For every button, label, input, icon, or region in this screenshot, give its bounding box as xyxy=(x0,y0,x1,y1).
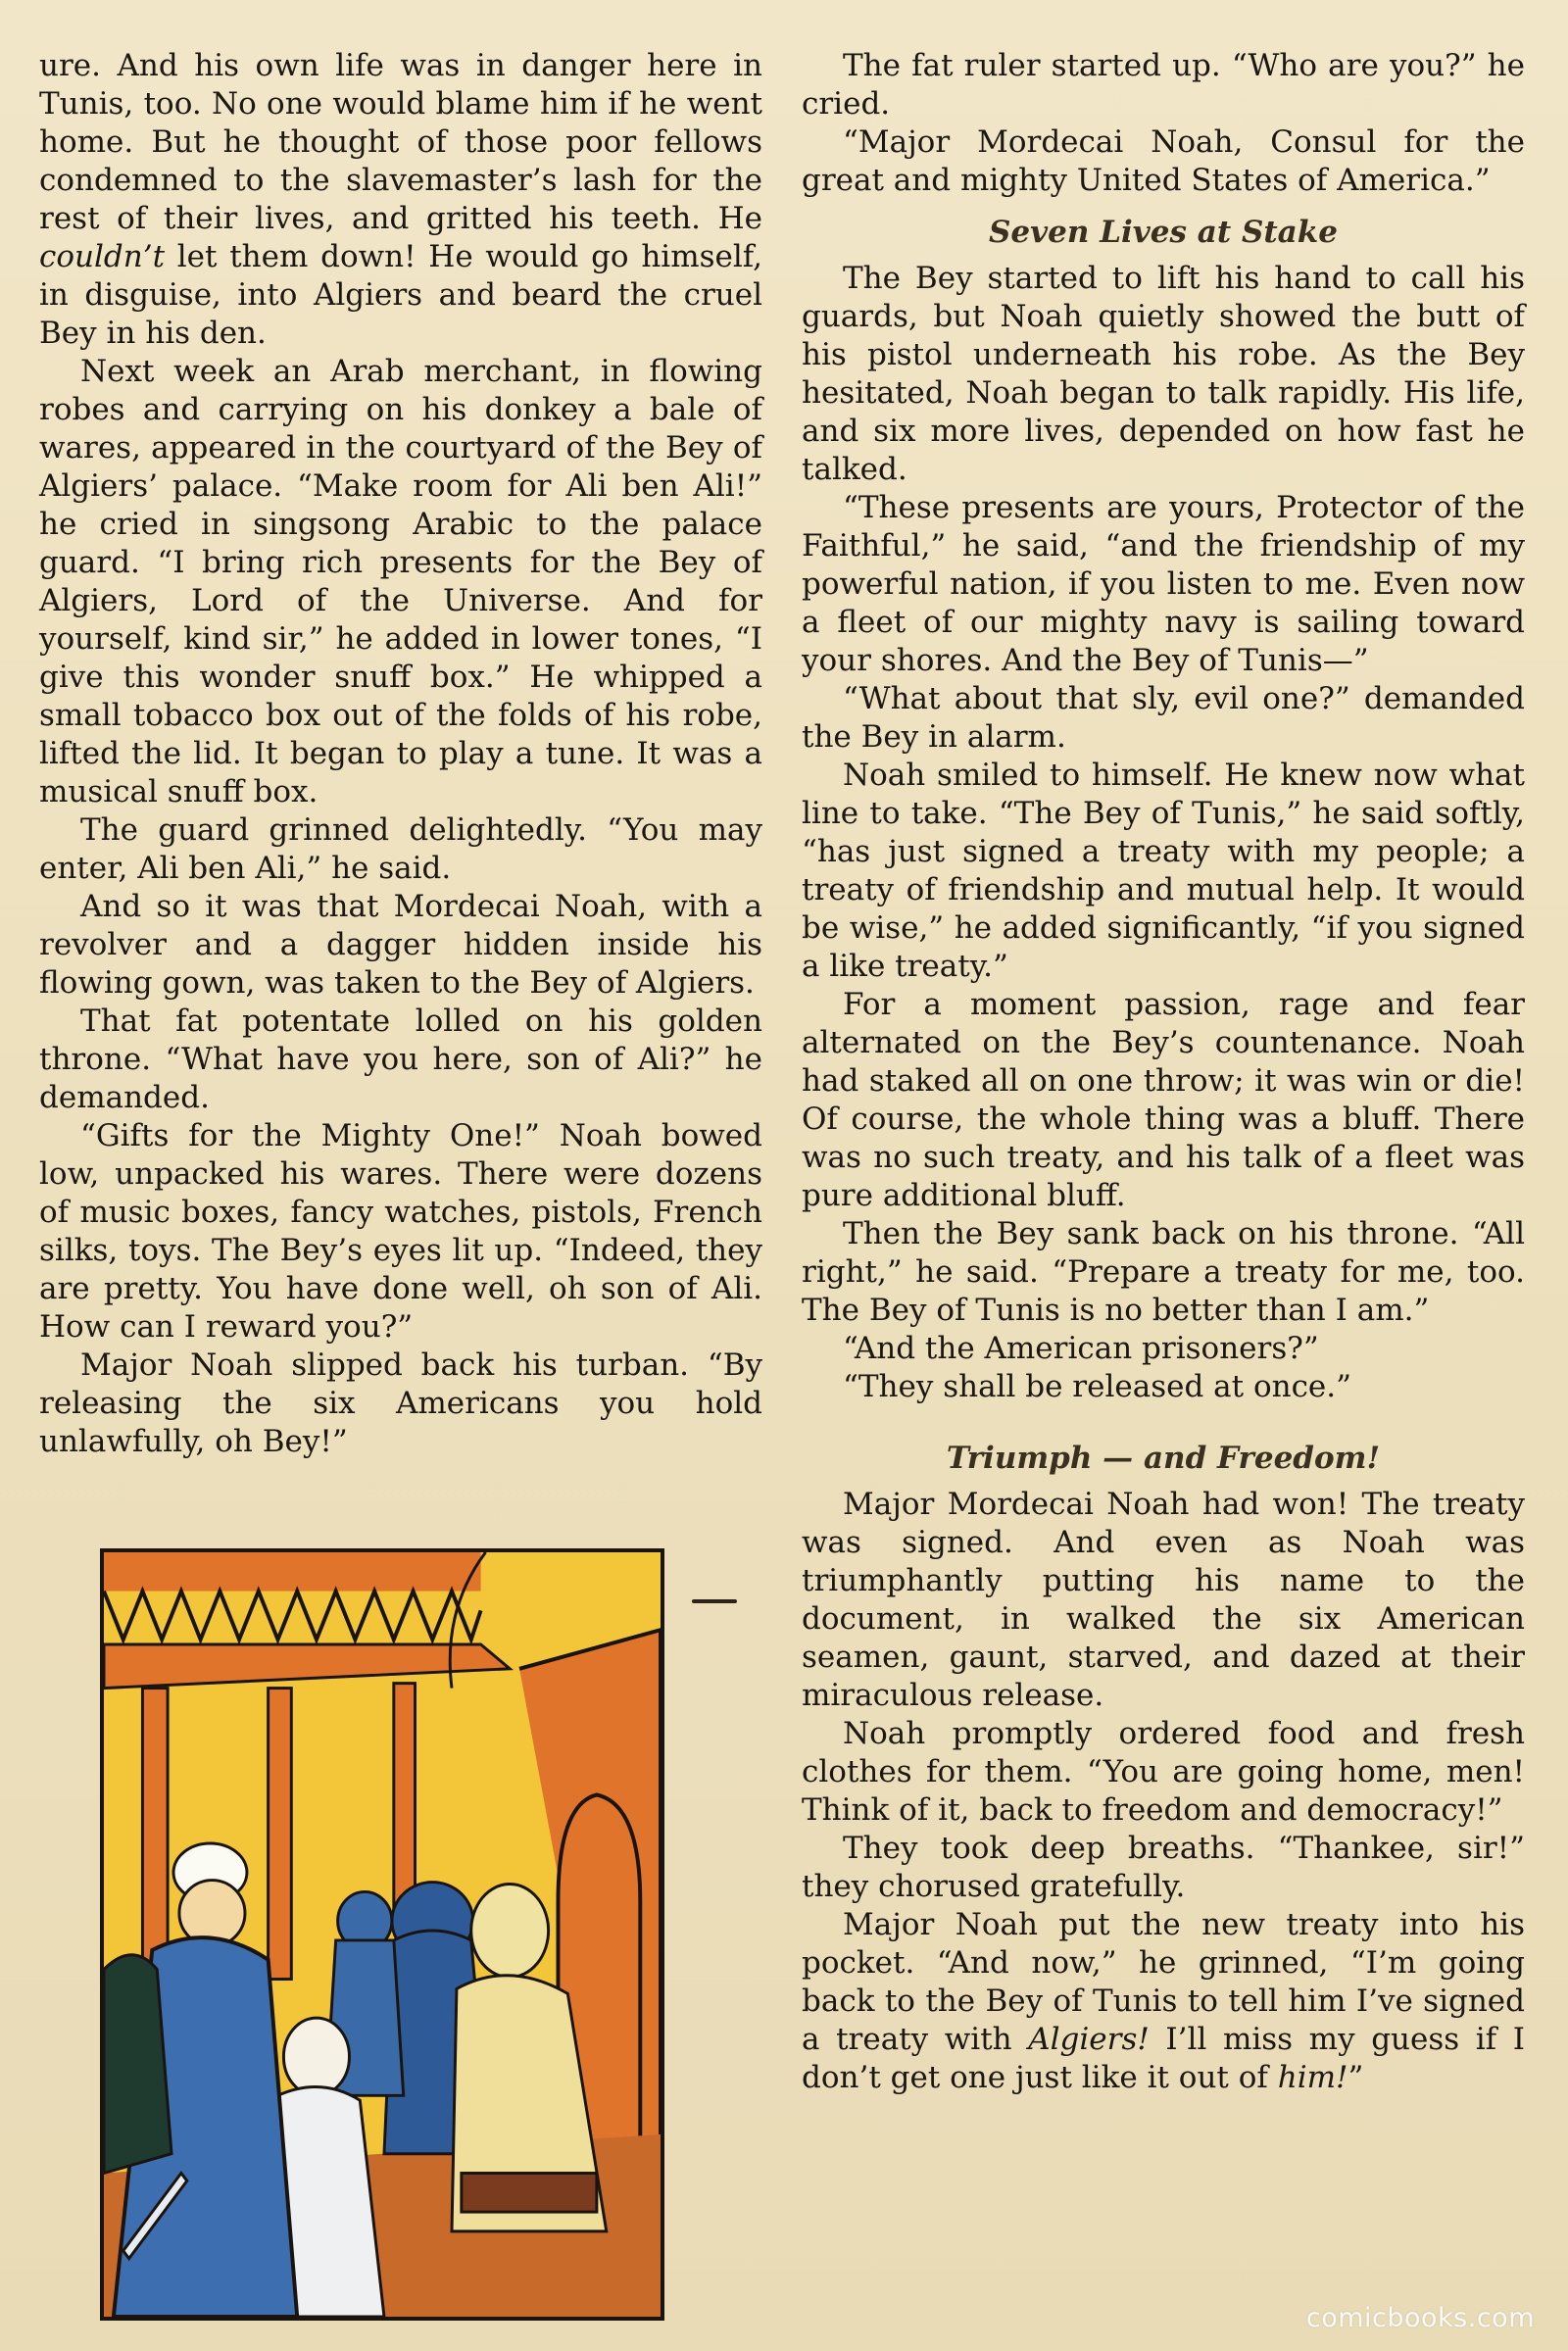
site-watermark: comicbooks.com xyxy=(1305,2303,1535,2333)
paragraph: And so it was that Mordecai Noah, with a revolver and a dagger hidden inside his flowing gown, was taken to the Bey of Algiers. xyxy=(39,889,762,1001)
paragraph: “These presents are yours, Protector of the Faithful,” he said, “and the friendship of my powerful nation, if you listen to me. Even now a fleet of our mighty navy is sailing toward your shores. And the Bey of Tunis—” xyxy=(802,490,1525,678)
paragraph: “Major Mordecai Noah, Consul for the great and mighty United States of America.” xyxy=(802,124,1525,198)
paragraph: Major Mordecai Noah had won! The treaty was signed. And even as Noah was triumphantly putting his name to the document, in walked the six American seamen, gaunt, starved, and dazed at their miraculous release. xyxy=(802,1487,1525,1713)
paragraph: The fat ruler started up. “Who are you?” he cried. xyxy=(802,48,1525,122)
section-heading: Triumph — and Freedom! xyxy=(946,1441,1381,1476)
left-text-column xyxy=(39,47,762,1461)
paragraph: “They shall be released at once.” xyxy=(843,1369,1351,1404)
paragraph: Then the Bey sank back on his throne. “All right,” he said. “Prepare a treaty for me, too. The Bey of Tunis is no better than I am.” xyxy=(802,1216,1525,1328)
right-text-column xyxy=(802,47,1525,2097)
paragraph: “What about that sly, evil one?” demanded the Bey in alarm. xyxy=(802,681,1525,755)
paragraph: ure. And his own life was in danger here in Tunis, too. No one would blame him if he went home. But he thought of those poor fellows condemned to the slavemaster’s lash for the rest of their lives, and gritted his teeth. He couldn’t let them down! He would go himself, in disguise, into Algiers and beard the cruel Bey in his den. xyxy=(39,48,762,351)
paragraph: Next week an Arab merchant, in flowing robes and carrying on his donkey a bale of wares, appeared in the courtyard of the Bey of Algiers’ palace. “Make room for Ali ben Ali!” he cried in singsong Arabic to the palace guard. “I bring rich presents for the Bey of Algiers, Lord of the Universe. And for yourself, kind sir,” he added in lower tones, “I give this wonder snuff box.” He whipped a small tobacco box out of the folds of his robe, lifted the lid. It began to play a tune. It was a musical snuff box. xyxy=(39,354,762,809)
paragraph: Noah smiled to himself. He knew now what line to take. “The Bey of Tunis,” he said softly, “has just signed a treaty with my people; a treaty of friendship and mutual help. It would be wise,” he added significantly, “if you signed a like treaty.” xyxy=(802,758,1525,984)
paragraph: They took deep breaths. “Thankee, sir!” they chorused gratefully. xyxy=(802,1831,1525,1904)
paragraph: Noah promptly ordered food and fresh clothes for them. “You are going home, men! Think of it, back to freedom and democracy!” xyxy=(802,1716,1525,1828)
paragraph: “And the American prisoners?” xyxy=(843,1331,1319,1366)
paragraph: Major Noah slipped back his turban. “By releasing the six Americans you hold unlawfully, oh Bey!” xyxy=(39,1347,762,1459)
paragraph: Major Noah put the new treaty into his pocket. “And now,” he grinned, “I’m going back to the Bey of Tunis to tell him I’ve signed a treaty with Algiers! I’ll miss my guess if I don’t get one just like it out of him!” xyxy=(802,1907,1525,2095)
paragraph: For a moment passion, rage and fear alternated on the Bey’s countenance. Noah had staked all on one throw; it was win or die! Of course, the whole thing was a bluff. There was no such treaty, and his talk of a fleet was pure additional bluff. xyxy=(802,987,1525,1213)
paragraph: “Gifts for the Mighty One!” Noah bowed low, unpacked his wares. There were dozens of music boxes, fancy watches, pistols, French silks, toys. The Bey’s eyes lit up. “Indeed, they are pretty. You have done well, oh son of Ali. How can I reward you?” xyxy=(39,1118,762,1345)
paragraph: That fat potentate lolled on his golden throne. “What have you here, son of Ali?” he demanded. xyxy=(39,1004,762,1115)
story-illustration xyxy=(100,1548,664,2321)
section-heading: Seven Lives at Stake xyxy=(989,215,1338,250)
decorative-dash xyxy=(692,1599,737,1603)
illustration-svg xyxy=(104,1552,661,2317)
paragraph: The guard grinned delightedly. “You may enter, Ali ben Ali,” he said. xyxy=(39,812,762,886)
paragraph: The Bey started to lift his hand to call his guards, but Noah quietly showed the butt of his pistol underneath his robe. As the Bey hesitated, Noah began to talk rapidly. His life, and six more lives, depended on how fast he talked. xyxy=(802,261,1525,487)
